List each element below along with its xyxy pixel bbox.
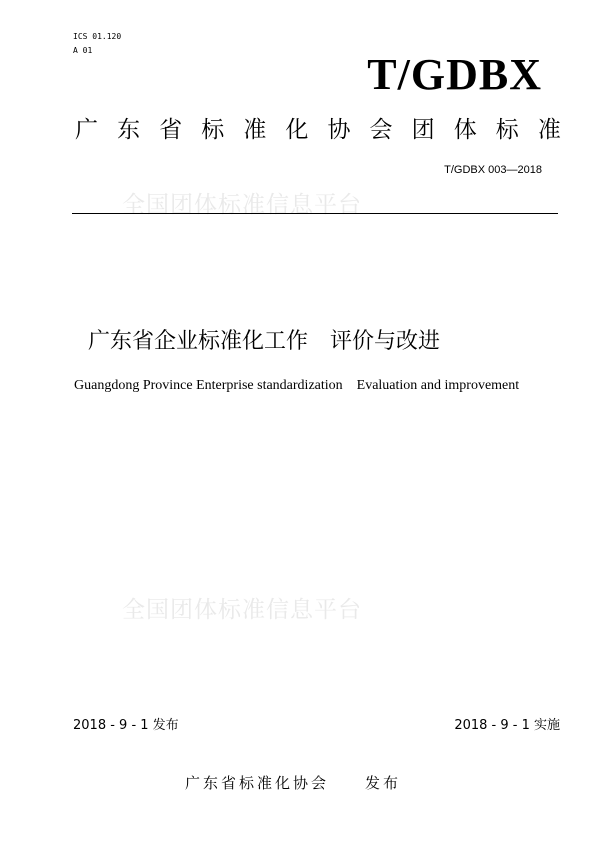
- publish-date: 2018 - 9 - 1 发布: [73, 718, 179, 733]
- document-title-chinese: 广东省企业标准化工作 评价与改进: [88, 329, 441, 354]
- org-char: 化: [285, 117, 309, 143]
- ccs-code: A 01: [73, 46, 93, 55]
- standard-number: T/GDBX 003—2018: [444, 164, 542, 176]
- header-divider: [72, 213, 558, 214]
- document-title-english: Guangdong Province Enterprise standardization Evaluation and improvement: [74, 378, 520, 393]
- ics-code: ICS 01.120: [73, 32, 122, 41]
- org-char: 标: [495, 117, 519, 143]
- org-char: 协: [327, 117, 351, 143]
- watermark: 全国团体标准信息平台: [122, 597, 362, 623]
- org-char: 准: [537, 117, 561, 143]
- standard-logo: T/GDBX: [367, 50, 542, 99]
- org-char: 东: [117, 117, 141, 143]
- org-char: 会: [369, 117, 393, 143]
- implement-date: 2018 - 9 - 1 实施: [454, 718, 560, 733]
- org-char: 团: [411, 117, 435, 143]
- org-char: 准: [243, 117, 267, 143]
- org-char: 标: [201, 117, 225, 143]
- organization-standard-title: [75, 116, 561, 144]
- org-char: 省: [159, 117, 183, 143]
- org-char: 广: [75, 117, 98, 143]
- issuer: 广东省标准化协会 发布: [185, 774, 402, 792]
- watermark: 全国团体标准信息平台: [122, 192, 362, 218]
- org-char: 体: [453, 117, 477, 143]
